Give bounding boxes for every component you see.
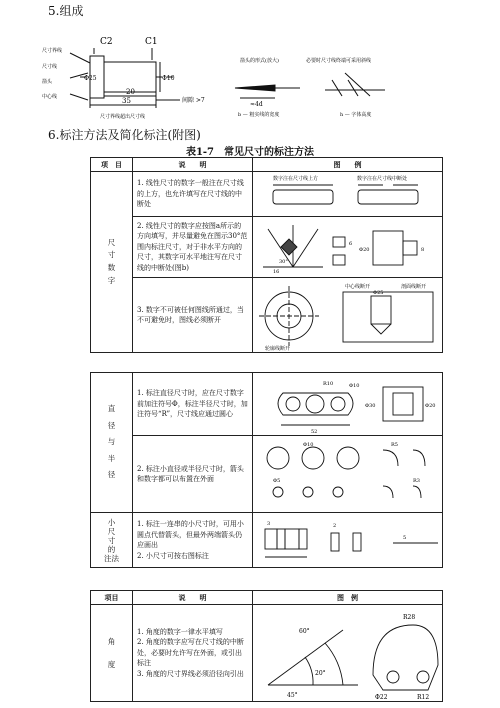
group-label-text: 角 度: [107, 637, 116, 669]
group-label-numbers: [91, 172, 133, 353]
note-52: 52: [311, 429, 318, 435]
row-desc: 2. 线性尺寸的数字应按图a所示的方向填写，并尽量避免在图示30°范围内标注尺寸，对于非水平方向的尺寸，其数字可水平地注写在尺寸线的中断处(图b): [133, 217, 253, 278]
header-desc: 说 明: [133, 158, 253, 172]
header-desc: 说 明: [133, 591, 253, 605]
table-row: [91, 605, 443, 702]
note-20: Φ20: [359, 247, 370, 253]
header-item: 项目: [91, 591, 133, 605]
row-desc: [133, 605, 253, 702]
group-label-diameter: [91, 373, 133, 513]
note-30: 30°: [279, 259, 288, 265]
row-desc: 1. 线性尺寸的数字一般注在尺寸线的上方，也允许填写在尺寸线的中断处: [133, 172, 253, 217]
row-figure: [253, 278, 443, 353]
header-example: 图 例: [253, 591, 443, 605]
row-desc: 3. 数字不可被任何图线所通过，当不可避免时，图线必须断开: [133, 278, 253, 353]
label-phi10: Φ10: [162, 75, 175, 82]
section-6-heading: 6.标注方法及简化标注(附图): [48, 128, 201, 142]
angle-table: [90, 590, 443, 702]
note-8: 8: [421, 247, 425, 253]
label-c1: C1: [145, 37, 158, 47]
table-row: [91, 436, 443, 513]
table-row: [91, 278, 443, 353]
cap-hatch: 剖面线断开: [401, 284, 427, 290]
cap-outline: 轮廓线断开: [265, 346, 291, 352]
row-desc: 1. 标注一连串的小尺寸时，可用小圆点代替箭头，但最外两端箭头仍应画出 2. 小尺寸可按右图标注: [133, 513, 253, 568]
note-r3: R3: [413, 478, 420, 484]
label-side: 尺寸界线超出尺寸线: [100, 114, 146, 120]
group-label-text: 直 径 与 半 径: [107, 404, 116, 480]
cap-center: 中心线断开: [345, 284, 371, 290]
label-phi25: Φ25: [84, 75, 97, 82]
desc-line: 2. 角度的数字应写在尺寸线的中断处，必要时允许写在外面，或引出标注: [137, 638, 244, 668]
note-60: 60°: [299, 628, 310, 635]
row-figure: [253, 605, 443, 702]
note-phi10: Φ10: [349, 383, 360, 389]
row-desc: 2. 标注小直径或半径尺寸时，箭头和数字都可以布置在外面: [133, 436, 253, 513]
group-label-text: 尺 寸 数 字: [107, 237, 116, 285]
label-center: 中心线: [42, 94, 58, 100]
note-45: 45°: [287, 692, 298, 699]
right-sub: h — 字体高度: [340, 112, 372, 118]
note-25: Φ25: [373, 290, 384, 296]
row-figure: [253, 373, 443, 436]
label-gap: 间隙 >7: [182, 97, 205, 104]
label-35: 35: [122, 97, 131, 105]
group-label-text: 小 尺 寸 的 注法: [104, 517, 119, 563]
right-caption: 必要时尺寸线终端可采用斜线: [306, 58, 372, 64]
desc-line: 3. 角度的尺寸界线必须沿径向引出: [137, 669, 244, 678]
note-16: 16: [273, 269, 280, 275]
table-gap: [91, 353, 443, 373]
mid-caption: 箭头的形式(放大): [240, 58, 279, 64]
label-ext-line: 尺寸界线: [42, 48, 63, 54]
header-item: 项 目: [91, 158, 133, 172]
cap-above: 数字注在尺寸线上方: [273, 176, 319, 182]
note-phi30: Φ30: [365, 403, 376, 409]
group-label-angle: [91, 605, 133, 702]
mid-sub: b — 粗实线的宽度: [238, 112, 280, 118]
table-row: [91, 373, 443, 436]
label-c2: C2: [100, 37, 113, 47]
composition-figure: [40, 28, 460, 123]
label-dim-line: 尺寸线: [42, 64, 58, 70]
label-20: 20: [126, 88, 135, 96]
note-6: 6: [349, 241, 353, 247]
note-2: 2: [333, 523, 337, 529]
note-r10: R10: [323, 381, 334, 387]
table-row: [91, 172, 443, 217]
note-5: 5: [403, 535, 407, 541]
note-phi22: Φ22: [375, 694, 388, 701]
section-5-heading: 5.组成: [48, 4, 84, 18]
note-3: 3: [267, 521, 271, 527]
table-row: [91, 217, 443, 278]
dimension-table: [90, 157, 443, 568]
cap-break: 数字注在尺寸线中断处: [357, 176, 408, 182]
row-figure: [253, 217, 443, 278]
label-arrow: 箭头: [42, 79, 53, 85]
note-r12: R12: [417, 694, 430, 701]
note-phi10: Φ10: [303, 442, 314, 448]
note-phi20: Φ20: [425, 403, 436, 409]
row-figure: [253, 436, 443, 513]
row-desc: 1. 标注直径尺寸时，应在尺寸数字前加注符号Φ，标注半径尺寸时，加注符号“R”，尺寸线应通过圆心: [133, 373, 253, 436]
note-r5: R5: [391, 442, 398, 448]
table-header-row: [91, 158, 443, 172]
note-20: 20°: [315, 670, 326, 677]
note-phi5: Φ5: [273, 478, 281, 484]
desc-line: 1. 角度的数字一律水平填写: [137, 627, 223, 636]
row-figure: [253, 513, 443, 568]
group-label-small: [91, 513, 133, 568]
table-header-row: [91, 591, 443, 605]
mid-value: ≈4d: [250, 101, 263, 108]
note-r28: R28: [403, 614, 416, 621]
header-example: 图 例: [253, 158, 443, 172]
row-figure: [253, 172, 443, 217]
table-row: [91, 513, 443, 568]
table-caption: 表1-7 常见尺寸的标注方法: [185, 147, 315, 158]
